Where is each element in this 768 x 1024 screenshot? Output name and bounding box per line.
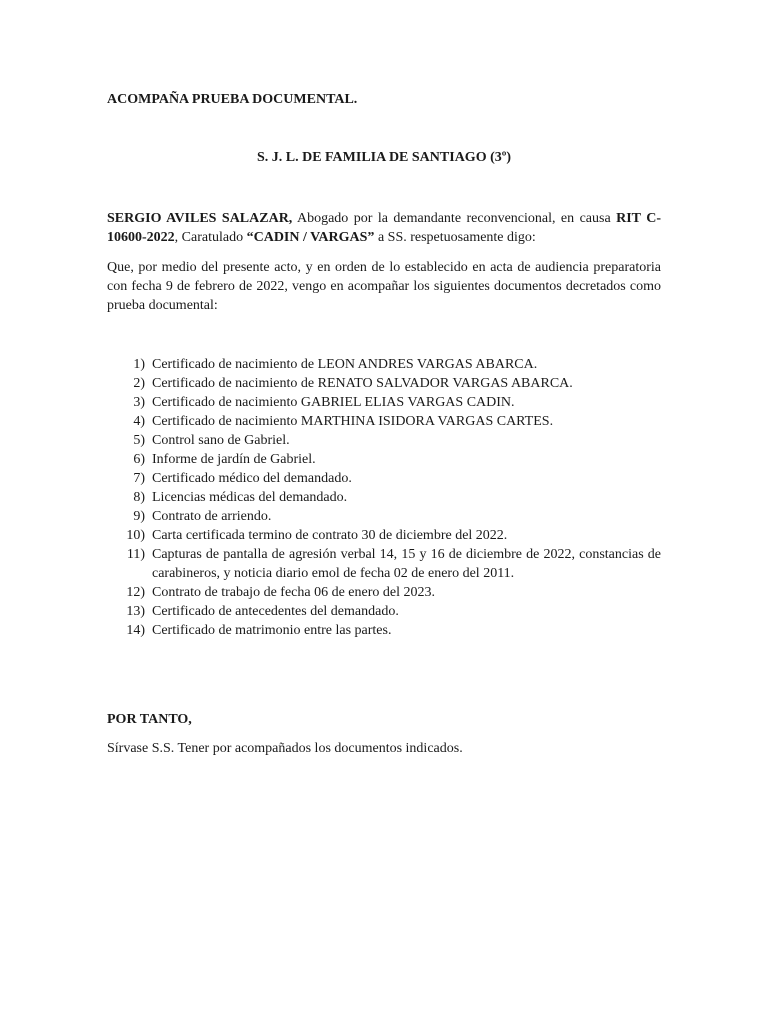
list-item	[107, 621, 661, 640]
petition-text: Sírvase S.S. Tener por acompañados los documentos indicados.	[107, 741, 463, 756]
list-item-text: Contrato de trabajo de fecha 06 de enero del 2023.	[152, 585, 436, 600]
list-item-text: Certificado de nacimiento GABRIEL ELIAS VARGAS CADIN.	[152, 395, 515, 410]
list-item-number: 14)	[126, 623, 145, 638]
list-item-text: Informe de jardín de Gabriel.	[152, 452, 316, 467]
list-item	[107, 602, 661, 621]
intro-text-2: , Caratulado	[174, 230, 247, 245]
list-item-text: Certificado de nacimiento de LEON ANDRES VARGAS ABARCA.	[152, 357, 538, 372]
list-item-text: Certificado de nacimiento MARTHINA ISIDORA VARGAS CARTES.	[152, 414, 554, 429]
intro-paragraph	[107, 209, 661, 247]
list-item-text: Capturas de pantalla de agresión verbal 14, 15 y 16 de diciembre de 2022, constancias de carabineros, y noticia diario emol de fecha 02 de enero del 2011.	[152, 547, 661, 581]
por-tanto-heading: POR TANTO,	[107, 712, 192, 727]
list-item-text: Certificado de nacimiento de RENATO SALVADOR VARGAS ABARCA.	[152, 376, 573, 391]
list-item-text: Certificado médico del demandado.	[152, 471, 352, 486]
list-item-number: 8)	[133, 490, 145, 505]
case-rit: RIT C-10600-2022	[107, 211, 661, 245]
list-item	[107, 374, 661, 393]
list-item-number: 11)	[126, 547, 145, 562]
list-item	[107, 355, 661, 374]
list-item	[107, 469, 661, 488]
list-item-text: Certificado de matrimonio entre las partes.	[152, 623, 392, 638]
list-item	[107, 488, 661, 507]
list-item-number: 5)	[133, 433, 145, 448]
list-item	[107, 507, 661, 526]
list-item-number: 13)	[126, 604, 145, 619]
list-item	[107, 412, 661, 431]
list-item-number: 2)	[133, 376, 145, 391]
court-heading: S. J. L. DE FAMILIA DE SANTIAGO (3º)	[256, 150, 512, 165]
list-item-number: 1)	[133, 357, 145, 372]
list-item-text: Control sano de Gabriel.	[152, 433, 290, 448]
intro-text-3: a SS. respetuosamente digo:	[374, 230, 536, 245]
list-item-number: 12)	[126, 585, 145, 600]
list-item	[107, 393, 661, 412]
list-item-number: 10)	[126, 528, 145, 543]
list-item	[107, 526, 661, 545]
document-sumilla: ACOMPAÑA PRUEBA DOCUMENTAL.	[107, 92, 358, 107]
list-item-number: 6)	[133, 452, 145, 467]
intro-text-1: Abogado por la demandante reconvencional, en causa	[292, 211, 617, 226]
list-item-text: Licencias médicas del demandado.	[152, 490, 348, 505]
case-caption: “CADIN / VARGAS”	[246, 230, 375, 245]
list-item-text: Contrato de arriendo.	[152, 509, 272, 524]
list-item-number: 4)	[133, 414, 145, 429]
list-item-text: Carta certificada termino de contrato 30 de diciembre del 2022.	[152, 528, 508, 543]
list-item	[107, 545, 661, 583]
list-item-number: 7)	[133, 471, 145, 486]
list-item-text: Certificado de antecedentes del demandado.	[152, 604, 399, 619]
list-item	[107, 431, 661, 450]
list-item	[107, 450, 661, 469]
body-paragraph: Que, por medio del presente acto, y en orden de lo establecido en acta de audiencia preparatoria con fecha 9 de febrero de 2022, vengo en acompañar los siguientes documentos decretados como prueba documental:	[107, 260, 661, 313]
documents-list	[107, 355, 661, 640]
list-item	[107, 583, 661, 602]
list-item-number: 3)	[133, 395, 145, 410]
lawyer-name: SERGIO AVILES SALAZAR,	[107, 211, 293, 226]
list-item-number: 9)	[133, 509, 145, 524]
